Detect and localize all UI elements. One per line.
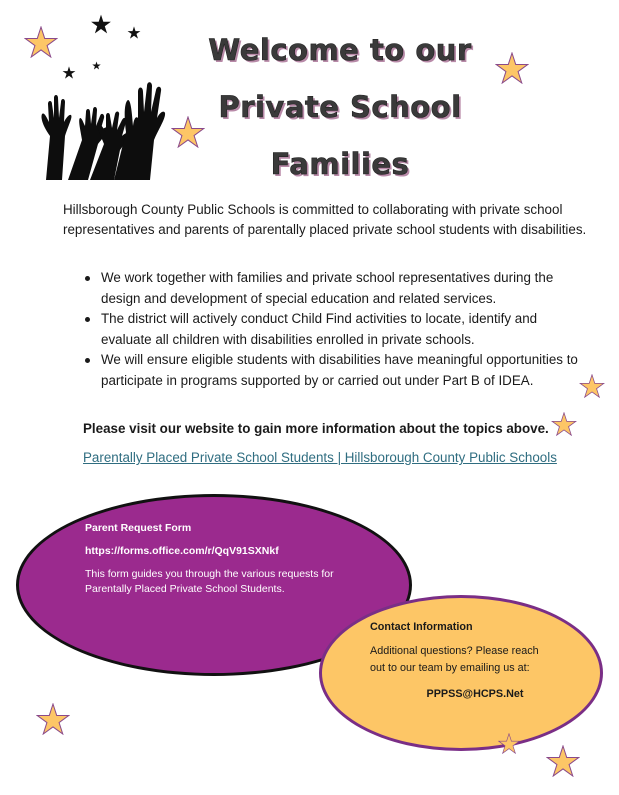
orange-star-icon bbox=[495, 52, 529, 84]
list-item-text: We work together with families and private school representatives during the design and development of special education and related services. bbox=[101, 270, 554, 306]
title-line-2: Private School bbox=[218, 90, 462, 124]
contact-email[interactable]: PPPSS@HCPS.Net bbox=[426, 687, 524, 700]
orange-star-icon bbox=[36, 703, 70, 735]
orange-star-icon bbox=[551, 412, 577, 436]
orange-star-icon bbox=[24, 26, 58, 58]
website-link[interactable]: Parentally Placed Private School Students | Hillsborough County Public Schools bbox=[83, 450, 557, 465]
list-item-text: We will ensure eligible students with disabilities have meaningful opportunities to participate in programs supported by or carried out under Part B of IDEA. bbox=[101, 352, 578, 388]
title-line-3: Families bbox=[270, 147, 410, 181]
bullet-icon bbox=[85, 358, 90, 363]
black-star-icon bbox=[92, 61, 101, 70]
request-form-description: This form guides you through the various requests for Parentally Placed Private School Students. bbox=[85, 568, 334, 595]
page-title bbox=[190, 22, 490, 193]
bullet-icon bbox=[85, 317, 90, 322]
black-star-icon bbox=[127, 26, 141, 39]
request-form-content bbox=[85, 521, 355, 597]
orange-star-icon bbox=[546, 745, 580, 777]
title-line-1: Welcome to our bbox=[208, 33, 472, 67]
list-item bbox=[83, 309, 583, 350]
contact-content bbox=[370, 619, 550, 703]
request-form-heading: Parent Request Form bbox=[85, 522, 192, 534]
raised-hands-graphic bbox=[38, 78, 166, 180]
contact-description: Additional questions? Please reach out to our team by emailing us at: bbox=[370, 644, 539, 674]
black-star-icon bbox=[90, 14, 112, 34]
commitments-list bbox=[83, 268, 583, 391]
orange-star-icon bbox=[498, 733, 520, 754]
list-item bbox=[83, 268, 583, 309]
contact-heading: Contact Information bbox=[370, 621, 473, 633]
request-form-link[interactable]: https://forms.office.com/r/QqV91SXNkf bbox=[85, 545, 279, 557]
list-item-text: The district will actively conduct Child Find activities to locate, identify and evaluate all children with disabilities enrolled in private schools. bbox=[101, 311, 538, 347]
list-item bbox=[83, 350, 583, 391]
bullet-icon bbox=[85, 276, 90, 281]
visit-website-text: Please visit our website to gain more information about the topics above. bbox=[83, 421, 549, 436]
raised-hands-icon bbox=[38, 78, 166, 180]
intro-paragraph: Hillsborough County Public Schools is committed to collaborating with private school representatives and parents of parentally placed private school students with disabilities. bbox=[63, 202, 587, 237]
